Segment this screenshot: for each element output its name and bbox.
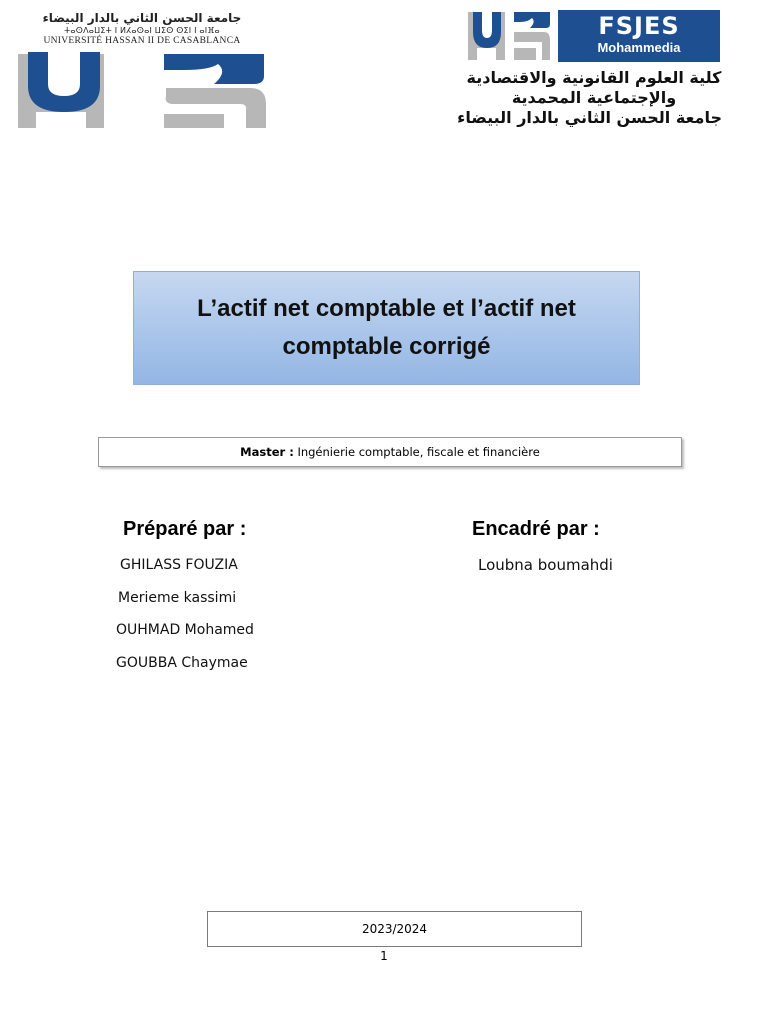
master-label: Master :: [240, 445, 294, 459]
faculty-arabic-line-2: والإجتماعية المحمدية: [511, 88, 677, 107]
faculty-arabic-line-3: جامعة الحسن الثاني بالدار البيضاء: [457, 108, 722, 127]
master-program-box: [98, 437, 682, 467]
university-tifinagh-name: ⵜⴰⵙⴷⴰⵡⵉⵜ ⵏ ⵍⵃⴰⵙⴰⵏ ⵡⵉⵙ ⵙⵉⵏ ⵏ ⴰⵏⴼⴰ: [64, 26, 220, 35]
document-title-box: [133, 271, 640, 385]
supervised-by-heading: Encadré par :: [472, 518, 600, 540]
document-title: L’actif net comptable et l’actif net comptable corrigé: [197, 295, 576, 360]
faculty-logo: [457, 10, 722, 130]
faculty-city: Mohammedia: [597, 40, 681, 55]
faculty-arabic-name: [457, 68, 722, 128]
master-program: Ingénierie comptable, fiscale et financière: [297, 445, 540, 459]
academic-year: 2023/2024: [361, 922, 428, 936]
author-name: Merieme kassimi: [118, 590, 237, 606]
academic-year-box: [207, 911, 582, 947]
university-arabic-name: جامعة الحسن الثاني بالدار البيضاء: [42, 11, 242, 25]
author-name: GOUBBA Chaymae: [116, 655, 248, 671]
faculty-acronym-badge: [558, 10, 720, 62]
university-french-name: UNIVERSITÉ HASSAN II DE CASABLANCA: [43, 36, 241, 46]
uh2-monogram-icon: [466, 10, 552, 62]
uh2-monogram-icon: [14, 48, 270, 130]
faculty-arabic-line-1: كلية العلوم القانونية والاقتصادية: [466, 68, 722, 87]
university-logo: [14, 12, 270, 130]
prepared-by-heading: Préparé par :: [123, 518, 247, 540]
author-name: OUHMAD Mohamed: [116, 622, 254, 638]
faculty-acronym: FSJES: [598, 12, 680, 40]
supervisor-name: Loubna boumahdi: [478, 556, 613, 574]
author-name: GHILASS FOUZIA: [120, 557, 238, 573]
page-number: 1: [380, 949, 388, 963]
